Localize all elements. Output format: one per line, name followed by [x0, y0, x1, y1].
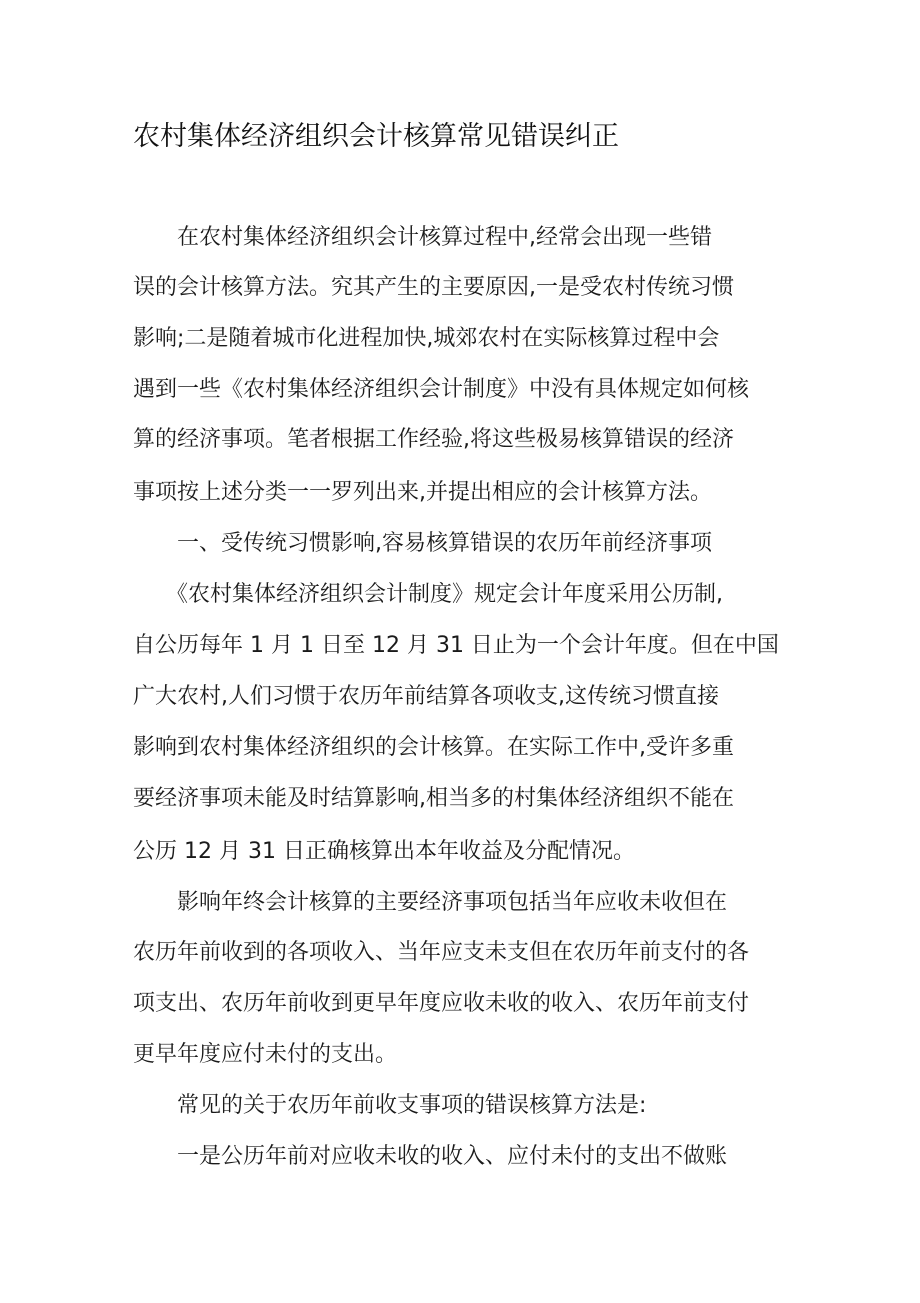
body-line: 《农村集体经济组织会计制度》规定会计年度采用公历制, — [133, 582, 723, 607]
body-line: 农历年前收到的各项收入、当年应支未支但在农历年前支付的各 — [133, 940, 750, 965]
document-title: 农村集体经济组织会计核算常见错误纠正 — [133, 121, 619, 152]
body-line: 要经济事项未能及时结算影响,相当多的村集体经济组织不能在 — [133, 786, 734, 811]
body-line: 遇到一些《农村集体经济组织会计制度》中没有具体规定如何核 — [133, 377, 750, 402]
body-line: 常见的关于农历年前收支事项的错误核算方法是: — [133, 1093, 647, 1118]
body-line: 广大农村,人们习惯于农历年前结算各项收支,这传统习惯直接 — [133, 684, 719, 709]
section-heading: 一、受传统习惯影响,容易核算错误的农历年前经济事项 — [133, 531, 712, 556]
body-line: 项支出、农历年前收到更早年度应收未收的收入、农历年前支付 — [133, 991, 750, 1016]
body-line: 影响;二是随着城市化进程加快,城郊农村在实际核算过程中会 — [133, 326, 720, 351]
body-line: 影响年终会计核算的主要经济事项包括当年应收未收但在 — [133, 890, 728, 915]
body-line: 在农村集体经济组织会计核算过程中,经常会出现一些错 — [133, 225, 712, 250]
body-line: 公历 12 月 31 日正确核算出本年收益及分配情况。 — [133, 839, 635, 864]
body-line: 一是公历年前对应收未收的收入、应付未付的支出不做账 — [133, 1144, 728, 1169]
body-line: 误的会计核算方法。究其产生的主要原因,一是受农村传统习惯 — [133, 275, 734, 300]
body-line: 算的经济事项。笔者根据工作经验,将这些极易核算错误的经济 — [133, 427, 734, 452]
body-line: 影响到农村集体经济组织的会计核算。在实际工作中,受许多重 — [133, 735, 734, 760]
body-line: 事项按上述分类一一罗列出来,并提出相应的会计核算方法。 — [133, 480, 712, 505]
body-line: 自公历每年 1 月 1 日至 12 月 31 日止为一个会计年度。但在中国 — [133, 633, 779, 658]
body-line: 更早年度应付未付的支出。 — [133, 1042, 398, 1067]
